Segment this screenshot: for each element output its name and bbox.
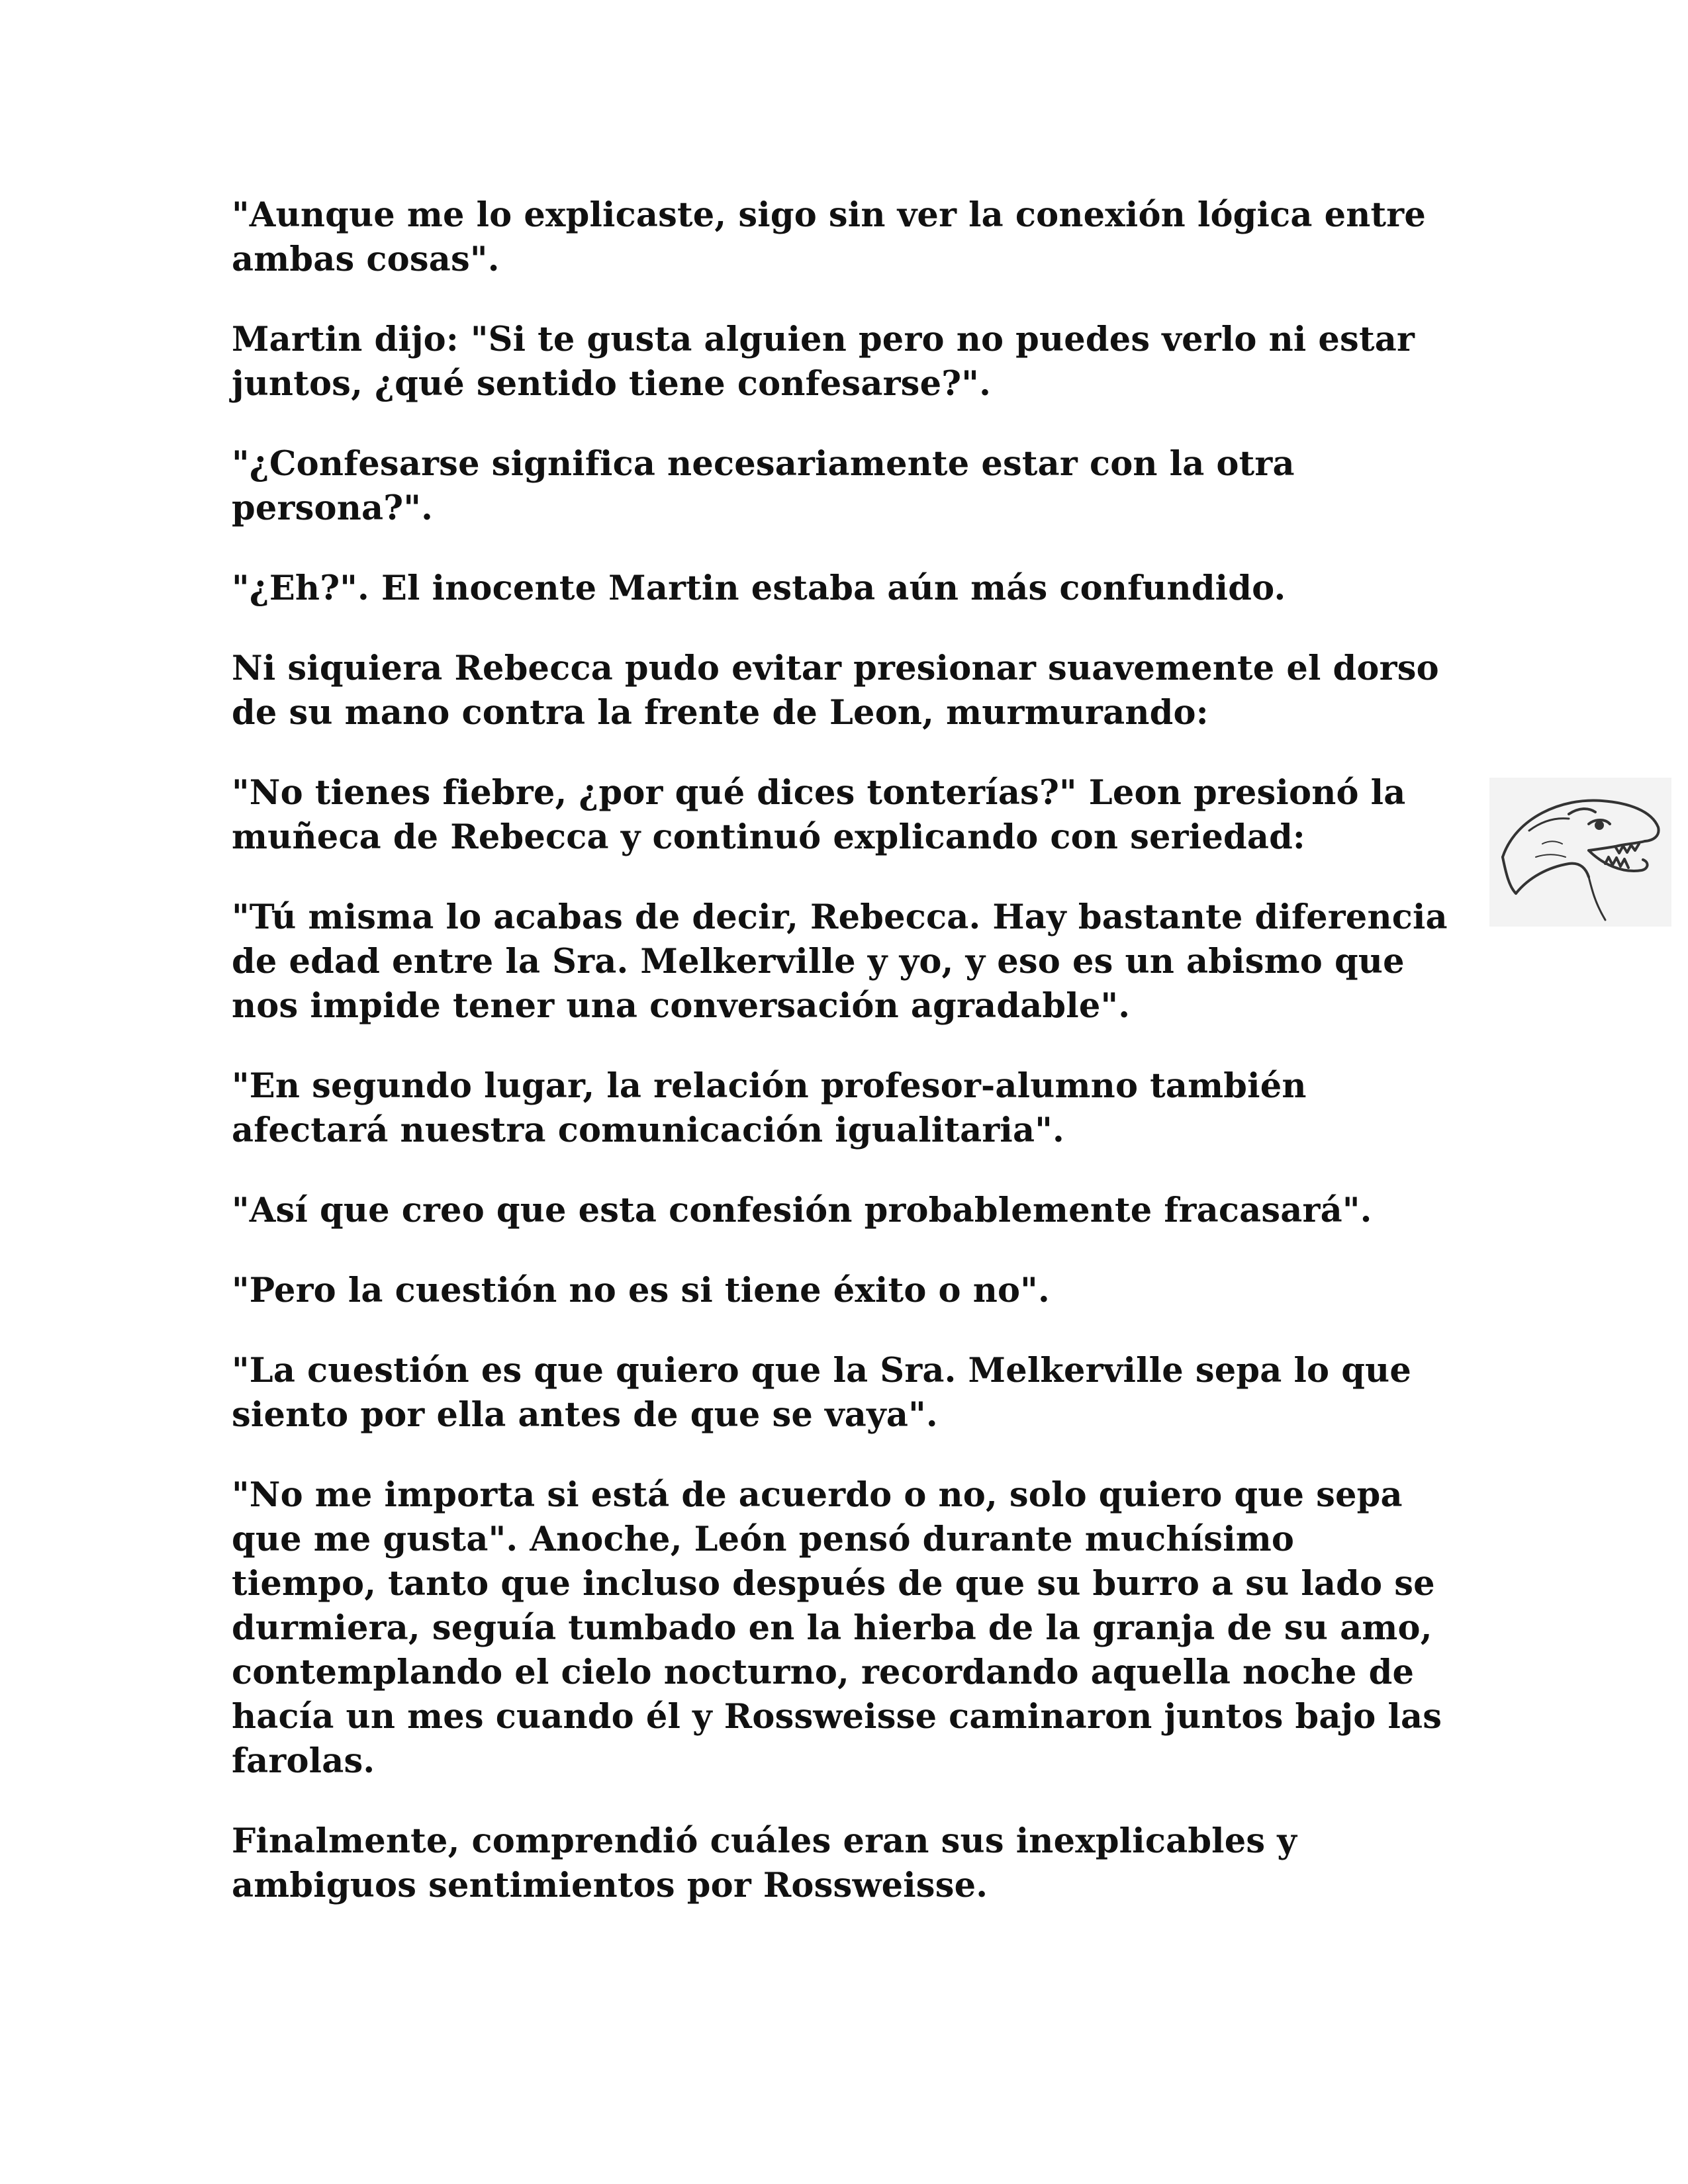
paragraph-2: Martin dijo: "Si te gusta alguien pero no puedes verlo ni estar juntos, ¿qué sentido tiene confesarse?".: [232, 320, 1415, 404]
paragraph-8: "En segundo lugar, la relación profesor-alumno también afectará nuestra comunicación igualitaria".: [232, 1066, 1307, 1150]
dinosaur-head-icon: [1489, 778, 1671, 927]
paragraph-5: Ni siquiera Rebecca pudo evitar presionar suavemente el dorso de su mano contra la frente de Leon, murmurando:: [232, 649, 1439, 733]
paragraph-12: "No me importa si está de acuerdo o no, solo quiero que sepa que me gusta". Anoche, León pensó durante muchísimo tiempo, tanto que incluso después de que su burro a su lado se durmiera, seguía tumbado en la hierba de la granja de su amo, contemplando el cielo nocturno, recordando aquella noche de hacía un mes cuando él y Rossweisse caminaron juntos bajo las farolas.: [232, 1475, 1442, 1781]
paragraph-3: "¿Confesarse significa necesariamente estar con la otra persona?".: [232, 444, 1295, 528]
paragraph-7: "Tú misma lo acabas de decir, Rebecca. Hay bastante diferencia de edad entre la Sra. Melkerville y yo, y eso es un abismo que nos impide tener una conversación agradable".: [232, 897, 1448, 1026]
paragraph-4: "¿Eh?". El inocente Martin estaba aún más confundido.: [232, 569, 1286, 608]
paragraph-6: "No tienes fiebre, ¿por qué dices tonterías?" Leon presionó la muñeca de Rebecca y continuó explicando con seriedad:: [232, 773, 1406, 857]
story-text: [232, 193, 1450, 1944]
paragraph-1: "Aunque me lo explicaste, sigo sin ver la conexión lógica entre ambas cosas".: [232, 195, 1426, 279]
paragraph-11: "La cuestión es que quiero que la Sra. Melkerville sepa lo que siento por ella antes de que se vaya".: [232, 1351, 1411, 1435]
paragraph-10: "Pero la cuestión no es si tiene éxito o no".: [232, 1271, 1050, 1310]
paragraph-9: "Así que creo que esta confesión probablemente fracasará".: [232, 1191, 1372, 1230]
paragraph-13: Finalmente, comprendió cuáles eran sus inexplicables y ambiguos sentimientos por Rossweisse.: [232, 1821, 1297, 1905]
